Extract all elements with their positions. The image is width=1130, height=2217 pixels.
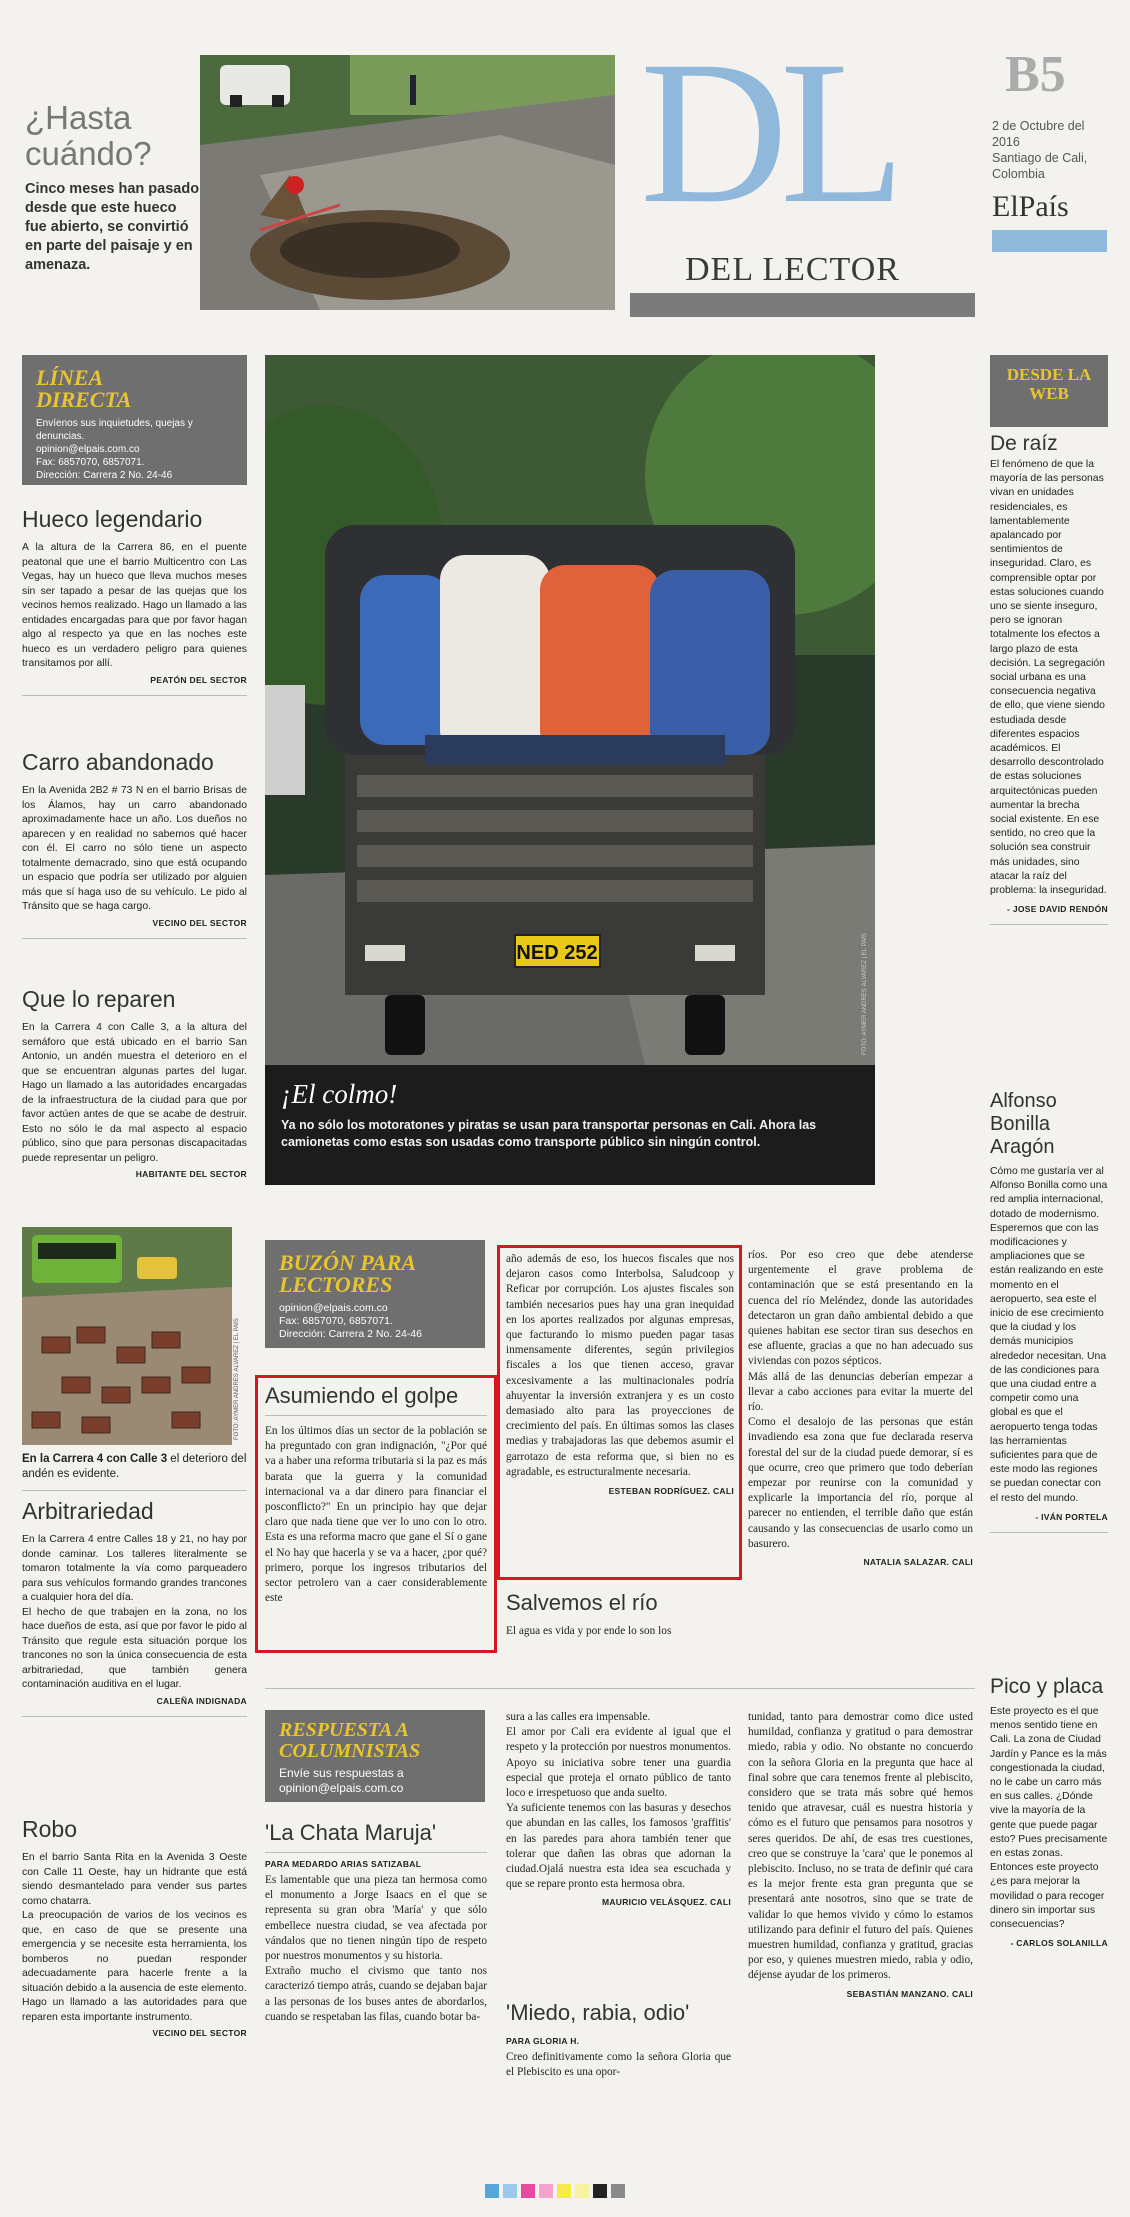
page-code: B5 [1005, 46, 1066, 103]
article-title: Salvemos el río [506, 1590, 658, 1615]
divider [22, 695, 247, 696]
article-signature: SEBASTIÁN MANZANO. CALI [846, 1988, 973, 1999]
teaser-title: ¿Hasta cuándo? [25, 99, 152, 172]
article-asumiendo [265, 1383, 487, 1606]
web-item-title: De raíz [990, 432, 1058, 455]
article-body: En el barrio Santa Rita en la Avenida 3 Oeste con Calle 11 Oeste, hay un hidrante que está siendo desmantelado para vender sus partes como chatarra. La preocupación de varios de los vecinos es que, en caso de que se presente una emergencia y se necesite esta herramienta, los bomberos no puedan responder adecuadamente para hacerle frente a la situación debido a la ausencia de este elemento. Hago un llamado a las autoridades para que reparen esta importante instrumento. [22, 1852, 247, 2023]
article-body: A la altura de la Carrera 86, en el puente peatonal que une el barrio Multicentro con Las Vegas, hay un hueco que lleva muchos meses sin ser tapado a pesar de las quejas que los vecinos hemos realizado. Hago un llamado a las entidades encargadas para que por favor hagan algo al respecto ya que en las noches este hueco es un verdadero peligro para quienes transitamos por allí. [22, 542, 247, 669]
web-item-pico-placa [990, 1675, 1108, 1948]
caption-bold: En la Carrera 4 con Calle 3 [22, 1453, 168, 1465]
article-signature: ESTEBAN RODRÍGUEZ. CALI [608, 1486, 734, 1497]
article-signature: MAURICIO VELÁSQUEZ. CALI [601, 1897, 731, 1908]
divider [990, 924, 1108, 925]
masthead [0, 0, 1130, 340]
web-item-signature: - IVÁN PORTELA [1035, 1511, 1108, 1522]
respuesta-title: RESPUESTA A COLUMNISTAS [279, 1719, 421, 1762]
linea-directa-address: Dirección: Carrera 2 No. 24-46 [36, 470, 173, 481]
linea-directa-box [22, 355, 247, 485]
respuesta-line1: Envíe sus respuestas a [279, 1766, 404, 1780]
article-miedo-col [748, 1710, 973, 1999]
divider [22, 1490, 247, 1491]
article-title: 'La Chata Maruja' [265, 1820, 437, 1845]
dl-letters: DL [640, 19, 898, 246]
linea-directa-line1: Envíenos sus inquietudes, quejas y denuncias. [36, 418, 193, 442]
article-salvemos-col [748, 1248, 973, 1567]
color-swatch [575, 2184, 589, 2198]
sidewalk-photo-credit: FOTO: AYMER ANDRÉS ÁLVAREZ | EL PAÍS [234, 1318, 240, 1440]
divider [22, 1716, 247, 1717]
article-title: Que lo reparen [22, 986, 176, 1012]
divider [265, 1852, 487, 1853]
linea-directa-title: LÍNEA DIRECTA [36, 365, 132, 412]
desde-web-label: DESDE LA WEB [1006, 365, 1092, 403]
edition-place: Santiago de Cali, Colombia [992, 151, 1088, 181]
article-body: En la Carrera 4 con Calle 3, a la altura del semáforo que está ubicado en el barrio San Antonio, un andén muestra el deterioro en el que se encuentran algunas partes del lugar. Hago un llamado a las autoridades encargadas de la infraestructura de la ciudad para que por favor actúen antes de que se acabe de destruir. Esto no sólo le da mal aspecto al espacio público, sino que para personas discapacitadas puede representar un peligro. [22, 1022, 247, 1164]
color-swatch [485, 2184, 499, 2198]
respuesta-box [265, 1710, 485, 1802]
article-body-col2: sura a las calles era impensable. El amor por Cali era evidente al igual que el respeto y la protección por nuestros monumentos. Apoyo su iniciativa sobre tener una guardia especial que proteja el ornato público de tanto loco e irrespetuoso que anda suelto. Ya suficiente tenemos con las basuras y desechos que abundan en las calles, los famosos 'graffitis' en las paredes para ahora también tener que tolerar que dañen las obras que adornan la ciudad.Ojalá nuestra esta idea sea escuchada y que se repare pronto esta hermosa obra. [506, 1711, 731, 1891]
article-body: En la Avenida 2B2 # 73 N en el barrio Brisas de los Álamos, hay un carro abandonado aproximadamente hace un año. Los dueños no aparecen y en realidad no sabemos qué hacer con él. El carro no sólo tiene un aspecto totalmente demacrado, sino que está ocupando un espacio que podría ser utilizado por alguien más que sí haga uso de su vehículo. Le pido al Tránsito que se haga cargo. [22, 785, 247, 912]
web-item-raiz [990, 432, 1108, 925]
color-swatch [521, 2184, 535, 2198]
article-title: Hueco legendario [22, 506, 203, 532]
article-byline: PARA GLORIA H. [506, 2036, 580, 2046]
section-bar [630, 293, 975, 317]
truck-plate: NED 252 [516, 942, 598, 964]
main-caption-title: ¡El colmo! [281, 1079, 398, 1109]
article-title: Arbitrariedad [22, 1498, 154, 1524]
article-intro: El agua es vida y por ende lo son los [506, 1625, 672, 1637]
article-body-col1: En los últimos días un sector de la población se ha preguntado con gran indignación, "¿Por qué va a haber una reforma tributaria si la paz es más barata que la guerra y la comunidad internacional va a dar dinero para financiar el posconflicto?" En un principio hay que dejar claro que nada tiene que ver lo uno con lo otro. Esta es una reforma macro que gane el Sí o gane el No hay que hacerla y se va a hacer, ¿por qué? primero, porque los ingresos tributarios del sector petrolero van a caer considerablemente este [265, 1425, 487, 1605]
article-robo [22, 1815, 247, 2038]
article-title: Asumiendo el golpe [265, 1383, 459, 1408]
buzon-box [265, 1240, 485, 1348]
web-item-signature: - JOSE DAVID RENDÓN [1007, 904, 1108, 915]
article-body: tunidad, tanto para demostrar como dice usted humildad, confianza y gratitud o para demostrar miedo, rabia y odio. No obstante no concuerdo con la señora Gloria en la pregunta que hace al final sobre que cara tenemos frente al plebiscito, considero que se trata más sobre qué hemos tenido que atravesar, cuál es nuestra historia y cómo es el futuro que pensamos para nosotros y seres queridos. De ahí, de esas tres cuestiones, creo que se construye la 'cara' que le ponemos al plebiscito. Incluso, no se trata de definir qué cara es la mejor frente esta gran pregunta que se presentará ante nosotros, sino que se trate de validar lo que hemos vivido y cómo lo estamos utilizando para definir el futuro del país. Quienes muestren humildad, confianza y gratitud, gracias por eso, y quienes muestren miedo, rabia y odio, déjense ayudar de los primeros. [748, 1711, 973, 1982]
main-photo-credit: FOTO: AYMER ANDRÉS ÁLVAREZ | EL PAÍS [862, 933, 868, 1055]
main-caption-box [265, 1065, 875, 1185]
linea-directa-email: opinion@elpais.com.co [36, 444, 140, 455]
print-color-strip [485, 2184, 625, 2198]
article-body-col2: año además de eso, los huecos fiscales que nos dejaron casos como Interbolsa, Saludcoop y Reficar por corrupción. Los ajustes fiscales son también necesarios pues hay una gran inequidad en los aportes realizados por algunas empresas, que facturando lo mismo pueden pagar tasas inmensamente diferentes, según privilegios fiscales a los que tienen acceso, gravar excesivamente a las multinacionales podría ahuyentar la inversión extranjera y es un costo demasiado alto para las proyecciones de crecimiento del país. En últimas somos las clases medias y trabajadoras las que debemos asumir el garrotazo de esta reforma que, si bien no es agradable, es estructuralmente necesaria. [506, 1253, 734, 1478]
article-title: Carro abandonado [22, 749, 214, 775]
article-miedo [506, 2000, 731, 2080]
color-swatch [503, 2184, 517, 2198]
web-item-body: Este proyecto es el que menos sentido tiene en Cali. La zona de Ciudad Jardín y Pance es la más congestionada la ciudad, no le cabe un carro más en sus calles. ¿Dónde vive la mayoría de la gente que puede pagar esto? Pues precisamente en estas zonas. Entonces este proyecto ¿es para mejorar la movilidad o para recoger dinero sin importar sus consecuencias? [990, 1706, 1108, 1931]
article-signature: PEATÓN DEL SECTOR [150, 674, 247, 685]
linea-directa-fax: Fax: 6857070, 6857071. [36, 457, 145, 468]
article-reparen [22, 985, 247, 1179]
caption-rest: el deterioro del andén es evidente. [22, 1453, 247, 1480]
section-name: DEL LECTOR [685, 251, 900, 288]
article-asumiendo-col2 [506, 1252, 734, 1496]
article-byline: PARA MEDARDO ARIAS SATIZABAL [265, 1859, 422, 1869]
buzon-title: BUZÓN PARA LECTORES [279, 1250, 415, 1297]
article-body: En la Carrera 4 entre Calles 18 y 21, no hay por donde caminar. Los talleres literalmente se tomaron totalmente la vía como parqueadero para sus vehículos formando grandes trancones a cualquier hora del día. El hecho de que trabajen en la zona, no los hace dueños de esta, así que por favor le pido al Tránsito que regule esta situación porque los trancones no son la única consecuencia de esta arbitrariedad, que también genera contaminación auditiva en el lugar. [22, 1534, 247, 1690]
color-swatch [557, 2184, 571, 2198]
article-signature: NATALIA SALAZAR. CALI [863, 1557, 973, 1568]
divider [990, 1532, 1108, 1533]
sidewalk-photo [22, 1227, 232, 1445]
pothole-photo [200, 55, 615, 310]
buzon-address: Dirección: Carrera 2 No. 24-46 [279, 1328, 422, 1340]
article-title: Robo [22, 1816, 77, 1842]
color-swatch [593, 2184, 607, 2198]
article-salvemos [506, 1590, 734, 1639]
color-swatch [539, 2184, 553, 2198]
article-signature: VECINO DEL SECTOR [152, 917, 247, 928]
web-item-body: Cómo me gustaría ver al Alfonso Bonilla como una red amplia internacional, dotado de modernismo. Esperemos que con las modificaciones y ampliaciones que se están realizando en este momento en el aeropuerto, sea este el inicio de ese crecimiento que la ciudad y los demás municipios alrededor necesitan. Una de las condiciones para que una ciudad entre a competir como una global es que el aeropuerto tenga todas las herramientas suficientes para que de este modo las regiones se puedan conectar con el resto del mundo. [990, 1166, 1108, 1504]
buzon-email: opinion@elpais.com.co [279, 1302, 388, 1314]
web-item-title: Pico y placa [990, 1675, 1104, 1698]
respuesta-email: opinion@elpais.com.co [279, 1781, 404, 1795]
article-body-col1: Es lamentable que una pieza tan hermosa como el monumento a Jorge Isaacs en el que se representa su gran obra 'María' y que sólo embellece nuestra ciudad, se vea afectada por vándalos que no tienen ningún tipo de respeto por nuestros monumentos y su historia. Extraño mucho el civismo que tanto nos caracterizó tiempo atrás, cuando se dejaban bajar a las personas de los buses antes de abordarlos, cuando se respetaban las filas, cuando botar ba- [265, 1874, 487, 2023]
web-item-body: El fenómeno de que la mayoría de las personas vivan en unidades residenciales, es lamentablemente apalancado por sentimientos de inseguridad. Claro, es comprensible optar por estas soluciones cuando uno se siente inseguro, pero se ignoran totalmente los efectos a largo plazo de esta decisión. La segregación social urbana es una consecuencia negativa de ello, que viene siendo estudiada desde diferentes espacios académicos. El desarrollo descontrolado de estas soluciones arquitectónicas pueden aumentar la brecha social existente. En ese sentido, no creo que la solución sea construir más unidades, sino atacar la raíz del problema: la inseguridad. [990, 459, 1107, 897]
article-signature: HABITANTE DEL SECTOR [135, 1169, 247, 1179]
article-hueco [22, 505, 247, 696]
article-chata [265, 1820, 487, 2025]
teaser-text: Cinco meses han pasado desde que este hueco fue abierto, se convirtió en parte del paisaje y en amenaza. [25, 181, 200, 273]
elpais-logo: ElPaís [992, 190, 1069, 223]
web-item-title: Alfonso Bonilla Aragón [990, 1090, 1057, 1158]
article-body: ríos. Por eso creo que debe atenderse urgentemente el grave problema de contaminación que se está presentando en la cuenca del río Meléndez, donde las autoridades detectaron un gran daño ambiental debido a que quienes habitan ese sector tiran sus desechos en ese afluente, gracias a que no han adecuado sus viviendas con pozos sépticos. Más allá de las denuncias deberían empezar a llevar a cabo acciones para evitar la muerte del río. Como el desalojo de las personas que están invadiendo esa zona que fue declarada reserva forestal del sur de la ciudad puede demorar, sí es que ocurre, creo que primero que todo deberían empezar por reunirse con la comunidad y explicarle la importancia del río, porque al parecer no entienden, el terrible daño que están causando y las consecuencias de usarlo como un basurero. [748, 1249, 973, 1550]
main-caption-text: Ya no sólo los motoratones y piratas se usan para transportar personas en Cali. Ahora las camionetas como estas son usadas como transporte público sin ningún control. [281, 1118, 817, 1149]
divider [22, 938, 247, 939]
web-item-signature: - CARLOS SOLANILLA [1010, 1938, 1108, 1949]
color-swatch [611, 2184, 625, 2198]
web-item-aeropuerto [990, 1090, 1108, 1533]
divider [265, 1415, 487, 1416]
section-divider [265, 1688, 975, 1689]
desde-web-box [990, 355, 1108, 427]
article-signature: VECINO DEL SECTOR [152, 2028, 247, 2038]
edition-date: 2 de Octubre del 2016 [992, 119, 1085, 149]
article-title: 'Miedo, rabia, odio' [506, 2000, 690, 2025]
article-signature: CALEÑA INDIGNADA [156, 1695, 247, 1706]
article-carro [22, 748, 247, 939]
article-intro: Creo definitivamente como la señora Gloria que el Plebiscito es una opor- [506, 2051, 731, 2079]
buzon-fax: Fax: 6857070, 6857071. [279, 1315, 393, 1327]
article-arbitrariedad [22, 1497, 247, 1717]
logo-bar [992, 230, 1107, 252]
main-photo [265, 355, 875, 1185]
article-chata-col2 [506, 1710, 731, 1907]
sidewalk-caption [22, 1452, 247, 1491]
